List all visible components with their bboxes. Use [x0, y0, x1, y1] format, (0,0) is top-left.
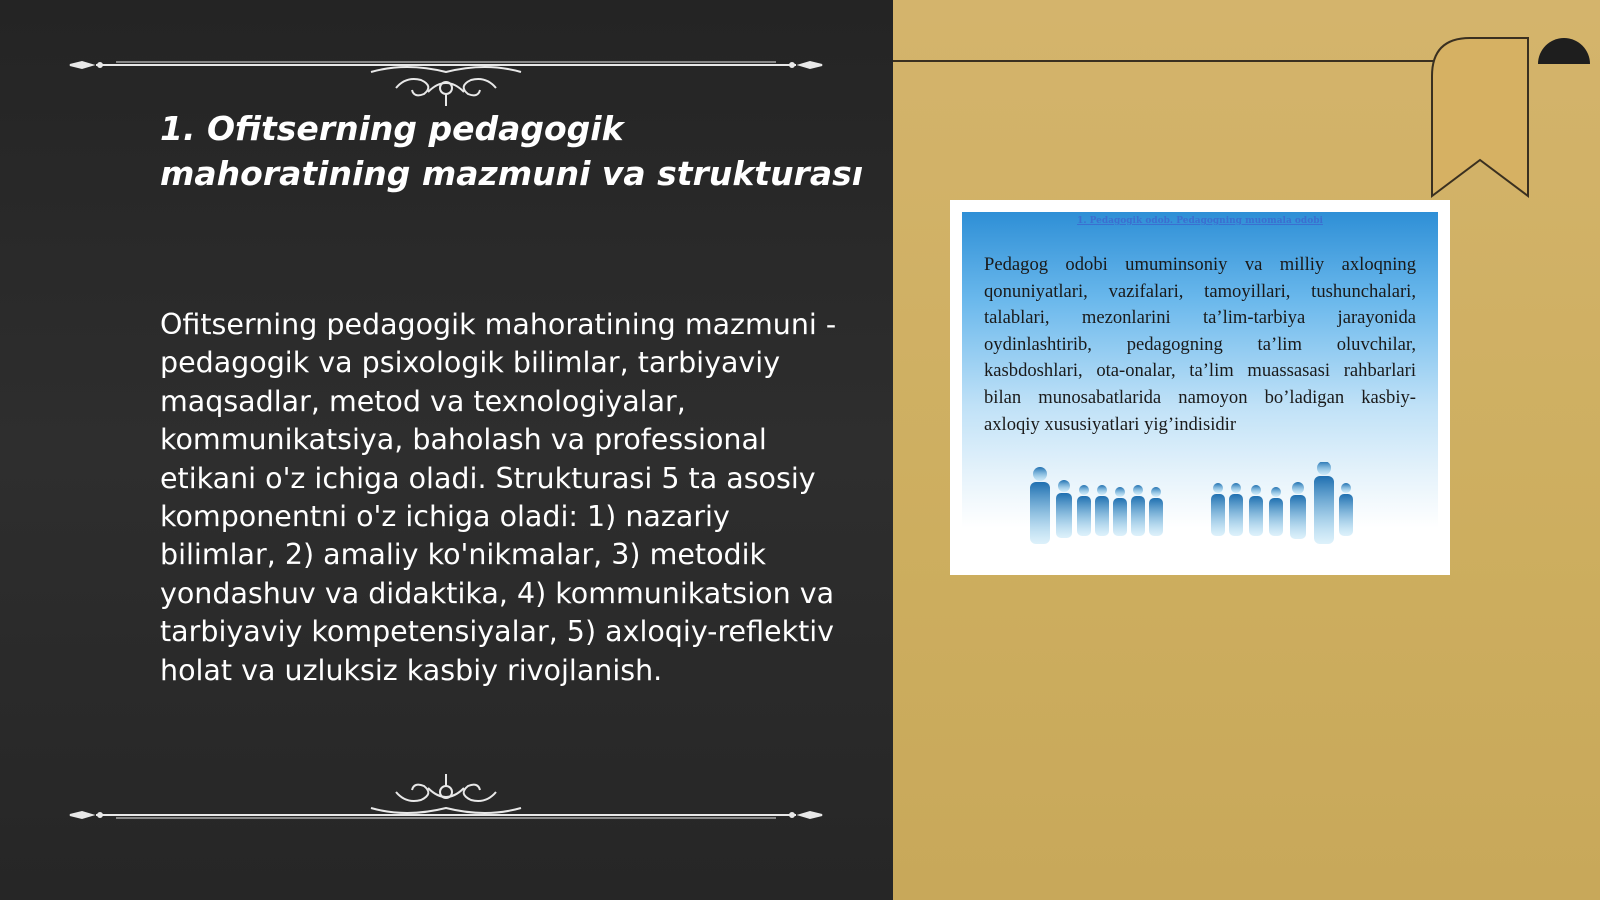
image-heading: 1. Pedagogik odob. Pedagogning muomala odobi [1077, 216, 1323, 226]
slide-title-line-2: mahoratining mazmuni va strukturası [160, 154, 864, 193]
bookmark-icon [1430, 36, 1530, 198]
slide-body-text: Ofitserning pedagogik mahoratining mazmuni - pedagogik va psixologik bilimlar, tarbiyaviy maqsadlar, metod va texnologiyalar, kommunikatsiya, baholash va professional etikani o'z ichiga oladi. Strukturasi 5 ta asosiy komponentni o'z ichiga oladi: 1) nazariy bilimlar, 2) amaliy ko'nikmalar, 3) metodik yondashuv va didaktika, 4) kommunikatsion va tarbiyaviy kompetensiyalar, 5) axloqiy-reflektiv holat va uzluksiz kasbiy rivojlanish. [160, 308, 837, 687]
slide-title-line-1: 1. Ofitserning pedagogik [160, 109, 624, 148]
slide-image [950, 200, 1450, 575]
half-circle-icon [1538, 38, 1590, 90]
image-text: Pedagog odobi umuminsoniy va milliy axloqning qonuniyatlari, vazifalari, tamoyillari, tushunchalari, talablari, mezonlarini taʼlim-tarbiya jarayonida oydinlashtirib, pedagogning taʼlim oluvchilar, kasbdoshlari, ota-onalar, taʼlim muassasasi rahbarlari bilan munosabatlarida namoyon boʼladigan kasbiy-axloqiy xususiyatlari yigʼindisidir [984, 254, 1416, 435]
people-silhouettes-icon [962, 462, 1438, 562]
slide-title [160, 106, 864, 196]
slide-image-content [962, 212, 1438, 563]
decorative-line [893, 60, 1453, 62]
ornament-divider-top [66, 50, 826, 110]
ornament-divider-bottom [66, 770, 826, 830]
